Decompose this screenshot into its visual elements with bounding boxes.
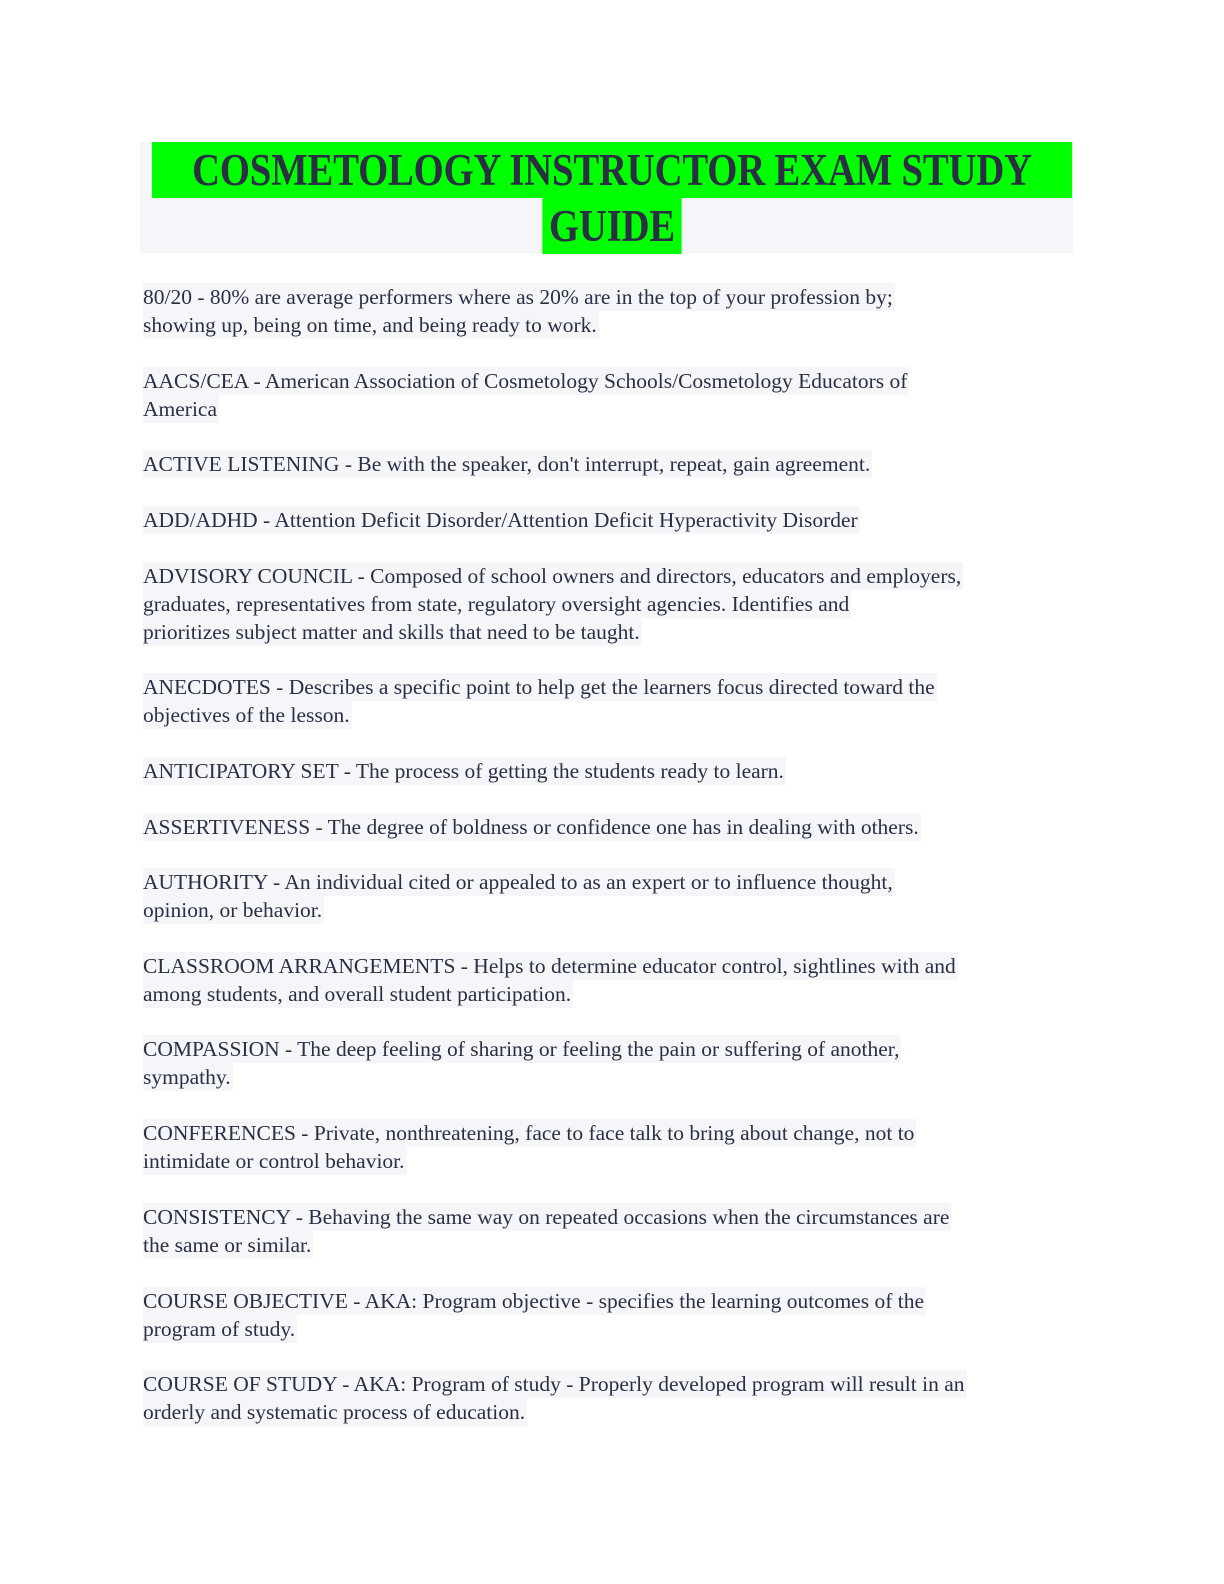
entry-line: opinion, or behavior.: [143, 898, 323, 922]
entry-line: the same or similar.: [143, 1233, 312, 1257]
entry-line: America: [143, 397, 218, 421]
entry-line: AACS/CEA - American Association of Cosmetology Schools/Cosmetology Educators of: [143, 369, 908, 393]
entry-line: ACTIVE LISTENING - Be with the speaker, don't interrupt, repeat, gain agreement.: [143, 452, 871, 476]
page-title-line-1: [0, 142, 1224, 198]
entry-line: ADD/ADHD - Attention Deficit Disorder/Attention Deficit Hyperactivity Disorder: [143, 508, 858, 532]
entry-line: graduates, representatives from state, regulatory oversight agencies. Identifies and: [143, 592, 850, 616]
entry-line: program of study.: [143, 1317, 296, 1341]
entry-line: AUTHORITY - An individual cited or appealed to as an expert or to influence thought,: [143, 870, 893, 894]
entry-line: COURSE OBJECTIVE - AKA: Program objective - specifies the learning outcomes of the: [143, 1289, 925, 1313]
entry-line: ADVISORY COUNCIL - Composed of school owners and directors, educators and employers,: [143, 564, 962, 588]
page-title-text: GUIDE: [542, 198, 681, 254]
entry-line: ANTICIPATORY SET - The process of getting the students ready to learn.: [143, 759, 784, 783]
entry-line: objectives of the lesson.: [143, 703, 350, 727]
entry-line: orderly and systematic process of education.: [143, 1400, 526, 1424]
entry-line: 80/20 - 80% are average performers where as 20% are in the top of your profession by;: [143, 285, 893, 309]
entry-line: CONSISTENCY - Behaving the same way on repeated occasions when the circumstances are: [143, 1205, 950, 1229]
entry-line: ANECDOTES - Describes a specific point to help get the learners focus directed toward the: [143, 675, 935, 699]
entry-line: CLASSROOM ARRANGEMENTS - Helps to determine educator control, sightlines with and: [143, 954, 956, 978]
entry-line: CONFERENCES - Private, nonthreatening, face to face talk to bring about change, not to: [143, 1121, 915, 1145]
entry-line: intimidate or control behavior.: [143, 1149, 405, 1173]
entry-line: ASSERTIVENESS - The degree of boldness or confidence one has in dealing with others.: [143, 815, 919, 839]
page-title-line-2: [0, 198, 1224, 254]
entry-line: prioritizes subject matter and skills that need to be taught.: [143, 620, 640, 644]
entry-line: COURSE OF STUDY - AKA: Program of study - Properly developed program will result in an: [143, 1372, 965, 1396]
entry-line: among students, and overall student participation.: [143, 982, 572, 1006]
page-title-text: COSMETOLOGY INSTRUCTOR EXAM STUDY: [152, 142, 1072, 198]
entry-line: sympathy.: [143, 1065, 231, 1089]
entry-line: showing up, being on time, and being ready to work.: [143, 313, 597, 337]
entry-line: COMPASSION - The deep feeling of sharing or feeling the pain or suffering of another,: [143, 1037, 900, 1061]
